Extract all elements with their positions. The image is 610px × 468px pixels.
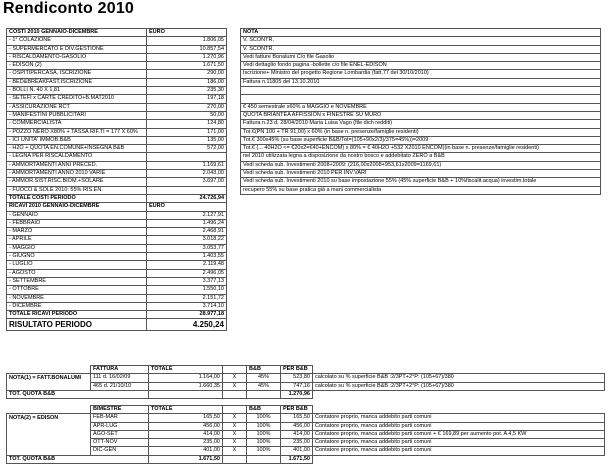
revenues-header-row	[7, 203, 601, 211]
cost-amount: 186,00	[147, 78, 227, 86]
note1-totale: 1.164,00	[149, 374, 223, 382]
note2-per-bb: 401,00	[281, 447, 313, 455]
revenue-row	[7, 302, 601, 310]
note1-bb: 45%	[247, 382, 281, 390]
revenue-month: - GENNAIO	[7, 211, 147, 219]
revenue-amount: 3.377,13	[147, 277, 227, 285]
cost-label: - 1° COLAZIONE	[7, 37, 147, 45]
cost-row	[7, 170, 601, 178]
spacer-cell	[241, 253, 601, 261]
spacer-cell	[227, 269, 241, 277]
cost-row	[7, 186, 601, 194]
spacer-cell	[223, 455, 247, 463]
revenue-amount: 3.018,22	[147, 236, 227, 244]
cost-note: Vedi scheda sub. Investimenti 2010 su base impostazione 55% (45% superficie B&B + 10%fiscalit.acqua) investim.totale	[241, 178, 601, 186]
note2-bb: 100%	[247, 439, 281, 447]
cost-label: - EDISON (2)	[7, 62, 147, 70]
spacer-cell	[227, 70, 241, 78]
revenues-header-euro: EURO	[147, 203, 227, 211]
note2-totale: 235,00	[149, 439, 223, 447]
spacer-cell	[241, 311, 601, 319]
spacer-cell	[227, 37, 241, 45]
spacer-cell	[241, 219, 601, 227]
revenue-month: - APRILE	[7, 236, 147, 244]
cost-label: - RISCALDAMENTO-GASOLIO	[7, 53, 147, 61]
note2-total-per-bb: 1.671,50	[281, 455, 313, 463]
note2-bb: 100%	[247, 422, 281, 430]
cost-label: - FUOCO & SOLE 2010: 55% RIS.EN.	[7, 186, 147, 194]
note2-header-totale: TOTALE	[149, 406, 223, 414]
page-title: Rendiconto 2010	[3, 0, 135, 17]
note1-per-bb: 747,16	[281, 382, 313, 390]
cost-note: recupero 55% su base pratica già a mani commercialista	[241, 186, 601, 194]
spacer-cell	[227, 170, 241, 178]
cost-amount: 1.671,50	[147, 62, 227, 70]
cost-row	[7, 78, 601, 86]
cost-note: nel 2010 utilizzata legna a disposizione da nostro bosco e addebitato ZERO a B&B	[241, 153, 601, 161]
note2-bimestre: APR-LUG	[91, 422, 149, 430]
spacer-cell	[313, 390, 605, 398]
cost-note: QUOTA BRIANTEA AFFISSION x FINESTRE SU MURO	[241, 111, 601, 119]
spacer-cell	[227, 311, 241, 319]
note2-total-totale: 1.671,50	[149, 455, 223, 463]
note2-per-bb: 235,00	[281, 439, 313, 447]
cost-label: - COMMERCIALISTA	[7, 120, 147, 128]
cost-amount	[147, 186, 227, 194]
cost-amount: 1.806,05	[147, 37, 227, 45]
revenue-month: - DICEMBRE	[7, 302, 147, 310]
cost-label: - OSPITIPERCASA, ISCRIZIONE	[7, 70, 147, 78]
note2-totale: 456,00	[149, 422, 223, 430]
note2-row	[7, 422, 605, 430]
spacer-cell	[241, 261, 601, 269]
spacer-cell	[227, 194, 241, 202]
note2-header-bimestre: BIMESTRE	[91, 406, 149, 414]
cost-note: Tot.€ (... 40H2O <= €20x2=€40+ENCOM) x 80% = € 40H2O +532 X2010 ENCOM)(in base n. presenze/famiglie residenti)	[241, 145, 601, 153]
note1-header-fattura: FATTURA	[91, 366, 149, 374]
note2-note: Contatore proprio, manca addebito parti comuni	[313, 422, 605, 430]
note2-row	[7, 439, 605, 447]
spacer-cell	[241, 244, 601, 252]
spacer-cell	[227, 211, 241, 219]
cost-note: Vedi dettaglio fondo pagina -bollette c/o file ENEL-EDISON	[241, 62, 601, 70]
cost-row	[7, 120, 601, 128]
cost-label: - MANIFESTINI PUBBLICITARI	[7, 111, 147, 119]
cost-amount: 135,00	[147, 136, 227, 144]
note1-total-per-bb: 1.270,96	[281, 390, 313, 398]
cost-label: - BOLLI N. 40 X 1,81	[7, 87, 147, 95]
note2-bimestre: AGO-SET	[91, 430, 149, 438]
cost-amount: 1.270,96	[147, 53, 227, 61]
revenue-row	[7, 244, 601, 252]
spacer-cell	[241, 277, 601, 285]
note1-header-per-bb: PER B&B	[281, 366, 313, 374]
spacer-cell	[227, 302, 241, 310]
revenue-row	[7, 219, 601, 227]
spacer-cell	[227, 128, 241, 136]
note2-row	[7, 430, 605, 438]
costs-header-row	[7, 29, 601, 37]
note2-totale: 401,00	[149, 447, 223, 455]
revenue-row	[7, 253, 601, 261]
note1-header-bb: B&B	[247, 366, 281, 374]
spacer-cell	[227, 286, 241, 294]
note2-per-bb: 165,50	[281, 414, 313, 422]
spacer-cell	[241, 194, 601, 202]
spacer-cell	[227, 219, 241, 227]
cost-amount: 197,18	[147, 95, 227, 103]
cost-label: - POZZO NERO X80% + TASSA RIF.TI = 177 X 60%	[7, 128, 147, 136]
spacer-cell	[227, 53, 241, 61]
spacer-cell	[7, 366, 91, 374]
cost-label: - H2O + QUOTA EN.COMUNE+INSEGNA B&B	[7, 145, 147, 153]
cost-row	[7, 136, 601, 144]
note2-total-label: TOT. QUOTA B&B	[7, 455, 149, 463]
revenue-month: - OTTOBRE	[7, 286, 147, 294]
spacer-cell	[227, 120, 241, 128]
spacer-cell	[7, 382, 91, 390]
revenue-amount: 1.496,24	[147, 219, 227, 227]
revenue-amount: 3.053,77	[147, 244, 227, 252]
note1-label: NOTA(1) = FATT.BONALUMI	[7, 374, 91, 382]
revenue-month: - GIUGNO	[7, 253, 147, 261]
note2-table	[6, 405, 605, 464]
result-amount: 4.250,24	[147, 319, 227, 331]
spacer-cell	[227, 277, 241, 285]
cost-row	[7, 128, 601, 136]
spacer-cell	[227, 62, 241, 70]
spacer-cell	[227, 236, 241, 244]
spacer-cell	[241, 269, 601, 277]
revenues-total-row	[7, 311, 601, 319]
revenue-row	[7, 228, 601, 236]
note2-label: NOTA(2) = EDISON	[7, 414, 91, 422]
costs-total-label: TOTALE COSTI PERIODO	[7, 194, 147, 202]
cost-row	[7, 178, 601, 186]
spacer-cell	[313, 406, 605, 414]
spacer-cell	[227, 136, 241, 144]
revenue-row	[7, 286, 601, 294]
note1-totale: 1.660,35	[149, 382, 223, 390]
cost-note: Vedi fatture Bonalumi C/o file Gasolio	[241, 53, 601, 61]
revenues-total-label: TOTALE RICAVI PERIODO	[7, 311, 147, 319]
spacer-cell	[223, 366, 247, 374]
spacer-cell	[227, 178, 241, 186]
note1-x: X	[223, 382, 247, 390]
spacer-cell	[227, 319, 241, 331]
note2-x: X	[223, 422, 247, 430]
cost-label: - ICI UNITA' IMMOB.B&B	[7, 136, 147, 144]
spacer-cell	[313, 455, 605, 463]
cost-note: € 450 semestrale x60% a MAGGIO e NOVEMBRE	[241, 103, 601, 111]
cost-label: - AMMORTAMENTI ANNI PRECED.	[7, 161, 147, 169]
cost-label: - BED&BREAKFAST,ISCRIZIONE	[7, 78, 147, 86]
spacer-cell	[227, 203, 241, 211]
revenue-amount: 2.119,48	[147, 261, 227, 269]
note2-header-bb: B&B	[247, 406, 281, 414]
cost-row	[7, 95, 601, 103]
revenue-amount: 2.151,72	[147, 294, 227, 302]
spacer-cell	[227, 87, 241, 95]
revenues-header-label: RICAVI 2010 GENNAIO-DICEMBRE	[7, 203, 147, 211]
note2-totale: 165,50	[149, 414, 223, 422]
cost-row	[7, 70, 601, 78]
cost-row	[7, 37, 601, 45]
cost-row	[7, 103, 601, 111]
note1-fattura: 465 d. 21/10/10	[91, 382, 149, 390]
cost-note: V. SCONTR.	[241, 45, 601, 53]
costs-total-amount: 24.726,94	[147, 194, 227, 202]
spacer-cell	[227, 294, 241, 302]
spacer-cell	[227, 29, 241, 37]
spacer-cell	[227, 161, 241, 169]
cost-note	[241, 95, 601, 103]
cost-amount: 2.043,00	[147, 170, 227, 178]
cost-row	[7, 111, 601, 119]
note2-note: Contatore proprio, manca addebito parti comuni	[313, 439, 605, 447]
spacer-cell	[241, 286, 601, 294]
spacer-cell	[241, 294, 601, 302]
cost-amount: 235,30	[147, 87, 227, 95]
spacer-cell	[227, 111, 241, 119]
note1-bb: 45%	[247, 374, 281, 382]
spacer-cell	[227, 244, 241, 252]
note1-fattura: 111 d. 16/02/09	[91, 374, 149, 382]
note1-row	[7, 382, 605, 390]
cost-note: Vedi scheda sub. Investimenti 2010 PER INV.VARI	[241, 170, 601, 178]
result-label: RISULTATO PERIODO	[7, 319, 147, 331]
cost-note: Fattura n.23 d. 28/04/2010 Maria Luisa Vago (file dich redditi)	[241, 120, 601, 128]
note2-row	[7, 447, 605, 455]
note2-header-per-bb: PER B&B	[281, 406, 313, 414]
cost-note: V. SCONTR.	[241, 37, 601, 45]
cost-amount	[147, 153, 227, 161]
cost-label: - SETEFI x CARTE CREDITO+B.MAT2010	[7, 95, 147, 103]
note1-row	[7, 374, 605, 382]
note2-bb: 100%	[247, 430, 281, 438]
spacer-cell	[227, 78, 241, 86]
spacer-cell	[7, 447, 91, 455]
spacer-cell	[7, 430, 91, 438]
costs-revenues-table	[6, 28, 601, 331]
spacer-cell	[227, 228, 241, 236]
spacer-cell	[7, 422, 91, 430]
spacer-cell	[227, 45, 241, 53]
cost-amount: 290,00	[147, 70, 227, 78]
revenue-amount: 2.127,91	[147, 211, 227, 219]
cost-row	[7, 161, 601, 169]
cost-label: - LEGNA PER RISCALDAMENTO	[7, 153, 147, 161]
spacer-cell	[241, 319, 601, 331]
revenue-amount: 1.403,55	[147, 253, 227, 261]
note2-note: Contatore proprio, manca addebito parti comuni	[313, 414, 605, 422]
note2-per-bb: 414,00	[281, 430, 313, 438]
note1-per-bb: 523,80	[281, 374, 313, 382]
revenue-month: - FEBBRAIO	[7, 219, 147, 227]
spacer-cell	[223, 406, 247, 414]
cost-amount: 50,00	[147, 111, 227, 119]
cost-label: - ASSICURAZIONE RCT	[7, 103, 147, 111]
costs-total-row	[7, 194, 601, 202]
cost-amount: 3.697,00	[147, 178, 227, 186]
note2-header-row	[7, 406, 605, 414]
revenue-month: - LUGLIO	[7, 261, 147, 269]
costs-header-note: NOTA	[241, 29, 601, 37]
costs-header-label: COSTI 2010 GENNAIO-DICEMBRE	[7, 29, 147, 37]
revenue-row	[7, 269, 601, 277]
result-row	[7, 319, 601, 331]
revenue-month: - SETTEMBRE	[7, 277, 147, 285]
costs-header-euro: EURO	[147, 29, 227, 37]
note1-note: calcolato su % superficie B&B :2/3PT+2°P: (105+67)/380	[313, 382, 605, 390]
cost-note: Iscrizione+ Ministro del progetto Regione Lombardia (fatt.77 del 30/10/2010)	[241, 70, 601, 78]
note2-total-row	[7, 455, 605, 463]
cost-amount: 270,00	[147, 103, 227, 111]
note1-total-row	[7, 390, 605, 398]
note1-header-row	[7, 366, 605, 374]
revenue-amount: 3.714,10	[147, 302, 227, 310]
revenue-row	[7, 261, 601, 269]
note1-note: calcolato su % superficie B&B :2/3PT+2°P: (105+67)/380	[313, 374, 605, 382]
spacer-cell	[241, 203, 601, 211]
cost-note	[241, 87, 601, 95]
cost-row	[7, 45, 601, 53]
spacer-cell	[227, 253, 241, 261]
cost-amount: 572,00	[147, 145, 227, 153]
spacer-cell	[227, 153, 241, 161]
cost-amount: 1.169,61	[147, 161, 227, 169]
spacer-cell	[241, 211, 601, 219]
cost-label: - SUPERMERCATO E DIV.GESTIONE	[7, 45, 147, 53]
note2-row	[7, 414, 605, 422]
revenue-month: - MARZO	[7, 228, 147, 236]
spacer-cell	[7, 406, 91, 414]
cost-row	[7, 145, 601, 153]
revenue-row	[7, 211, 601, 219]
note2-bb: 100%	[247, 447, 281, 455]
cost-label: - AMMORTAMENTI ANNO 2010 VARIE	[7, 170, 147, 178]
spacer-cell	[241, 228, 601, 236]
note1-total-label: TOT. QUOTA B&B	[7, 390, 149, 398]
note2-note: Contatore proprio, manca addebito parti comuni + € 169,89 per aumento pot. A 4,5 KW	[313, 430, 605, 438]
note1-header-totale: TOTALE	[149, 366, 223, 374]
note2-bimestre: FEB-MAR	[91, 414, 149, 422]
spacer-cell	[227, 95, 241, 103]
cost-row	[7, 53, 601, 61]
note2-per-bb: 456,00	[281, 422, 313, 430]
note2-x: X	[223, 414, 247, 422]
revenue-month: - MAGGIO	[7, 244, 147, 252]
note2-bimestre: OTT-NOV	[91, 439, 149, 447]
spacer-cell	[227, 261, 241, 269]
spacer-cell	[247, 390, 281, 398]
note2-x: X	[223, 430, 247, 438]
note2-x: X	[223, 447, 247, 455]
cost-label: - AMMOR.SIST.RISC.BIOM.+SOLARE	[7, 178, 147, 186]
revenue-row	[7, 277, 601, 285]
cost-note: Vedi scheda sub. Investimenti 2008+2009: (216,00x2008+953,61x2009=1169,61)	[241, 161, 601, 169]
spacer-cell	[227, 145, 241, 153]
spacer-cell	[7, 439, 91, 447]
revenue-amount: 2.496,05	[147, 269, 227, 277]
spacer-cell	[149, 390, 223, 398]
note2-totale: 414,00	[149, 430, 223, 438]
revenue-row	[7, 236, 601, 244]
note1-x: X	[223, 374, 247, 382]
cost-row	[7, 62, 601, 70]
revenue-month: - NOVEMBRE	[7, 294, 147, 302]
revenue-amount: 2.468,91	[147, 228, 227, 236]
spacer-cell	[227, 103, 241, 111]
cost-amount: 10.857,54	[147, 45, 227, 53]
note2-bimestre: DIC-GEN	[91, 447, 149, 455]
spacer-cell	[241, 236, 601, 244]
note2-x: X	[223, 439, 247, 447]
spacer-cell	[247, 455, 281, 463]
cost-amount: 171,00	[147, 128, 227, 136]
revenue-month: - AGOSTO	[7, 269, 147, 277]
revenue-amount: 1.550,10	[147, 286, 227, 294]
cost-note: Fattura n.11805 del 13.10.2010	[241, 78, 601, 86]
cost-row	[7, 87, 601, 95]
revenues-total-amount: 28.977,18	[147, 311, 227, 319]
spacer-cell	[223, 390, 247, 398]
cost-note: Tot.€ 300x45% (su base superficie B&B/Tot=(105+90x2/3)/375=45%))=2009	[241, 136, 601, 144]
spacer-cell	[227, 186, 241, 194]
spacer-cell	[313, 366, 605, 374]
spacer-cell	[241, 302, 601, 310]
note2-note: Contatore proprio, manca addebito parti comuni	[313, 447, 605, 455]
revenue-row	[7, 294, 601, 302]
cost-amount: 124,80	[147, 120, 227, 128]
note2-bb: 100%	[247, 414, 281, 422]
cost-row	[7, 153, 601, 161]
cost-note: Tot.€(PN 100 + TR 91,00) x 60% (in base n. presenze/famiglie residenti)	[241, 128, 601, 136]
note1-table	[6, 365, 605, 399]
